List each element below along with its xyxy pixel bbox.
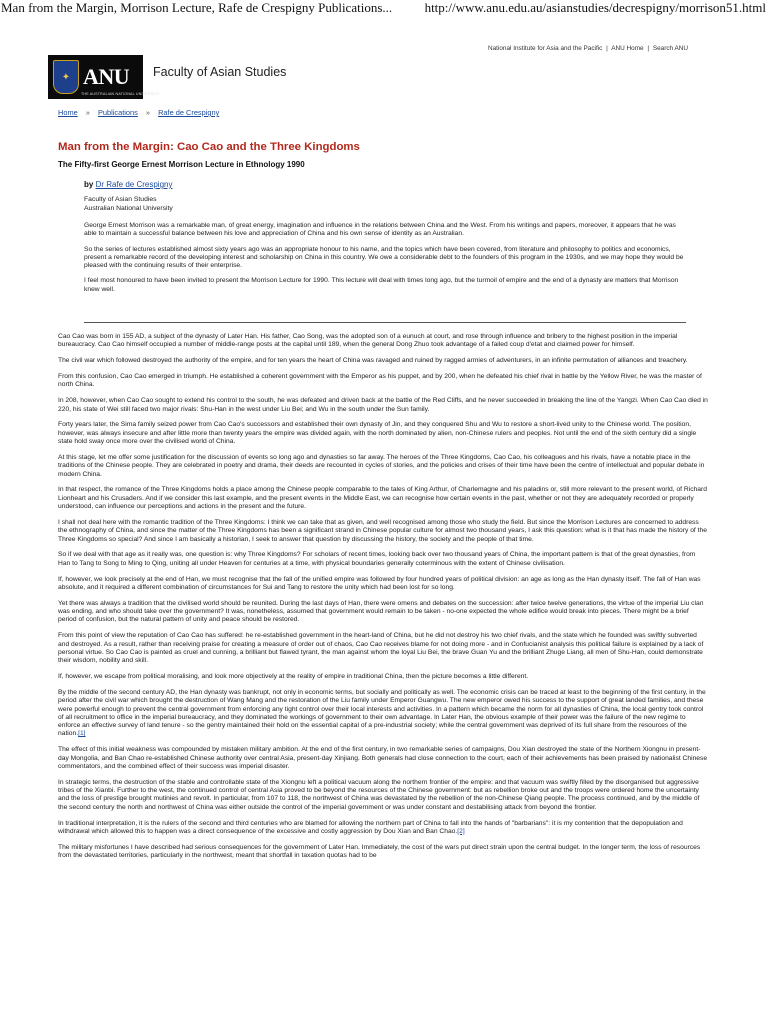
body-paragraph [58, 820, 708, 837]
top-link-search-anu[interactable]: Search ANU [652, 45, 688, 52]
body-paragraph: If, however, we look precisely at the end of Han, we must recognise that the fall of the unified empire was followed by four hundred years of political division: an age as long as the Han dynasty itself. The fall of Han was absolute, and it required a different combination of circumstances for Sui and Tang to restore the unity which had been lost for so long. [58, 575, 701, 591]
body-paragraph: Forty years later, the Sima family seized power from Cao Cao's successors and established their own dynasty of Jin, and they conquered Shu and Wu to restore a short-lived unity to the Chinese world. The position, however, was always insecure and after little more than twenty years the empire was divided again, with the north dominated by alien, non-Chinese rulers and peoples. Not until the end of the sixth century did a single state hold sway once more over the civilised world of China. [58, 421, 697, 446]
top-link-separator: | [647, 45, 650, 52]
body-paragraph-text: In traditional interpretation, it is the rulers of the second and third centuries who are blamed for allowing the northern part of China to fall into the hands of "barbarians": it is my contention that the depopulation and withdrawal which allowed this to happen was a direct consequence of the excessive and costly aggression by Dou Xian and Ban Chao. [58, 819, 683, 835]
body-paragraph: If, however, we escape from political moralising, and look more objectively at the reality of empire in traditional China, then the picture becomes a little different. [58, 673, 529, 681]
breadcrumb-home[interactable]: Home [58, 108, 78, 117]
body-paragraph: In that respect, the romance of the Three Kingdoms holds a place among the Chinese people comparable to the tales of King Arthur, of Charlemagne and his paladins or, still more relevant to the present world, of Richard Lionheart and his Crusaders. And if we consider this last example, and the present events in the Middle East, we can recognise how certain events in the past, whether or not they are adequately recorded or properly understood, can influence our perceptions and actions in the present and the future. [58, 486, 707, 511]
logo-wordmark: ANU [83, 64, 130, 89]
top-link-separator: | [606, 45, 608, 52]
breadcrumb-rafe-de-crespigny[interactable]: Rafe de Crespigny [158, 108, 220, 117]
print-header [0, 0, 768, 16]
page-title: Man from the Margin: Cao Cao and the Three Kingdoms [58, 141, 360, 153]
body-paragraph: I shall not deal here with the romantic tradition of the Three Kingdoms: I think we can take that as given, and well recognised among those who study the field. But since the Morrison Lectures are concerned to address the ethnography of China, and since the matter of the Three Kingdoms has been a significant strand in Chinese popular culture for almost two thousand years, I ask this question: what is it that has made the history of the Three Kingdoms so special? And since I am basically a historian, I seek to answer that question by discussing the history, the society and the people of that time. [58, 518, 707, 543]
top-links [488, 45, 688, 52]
affiliation-line: Australian National University [84, 205, 173, 212]
print-url: http://www.anu.edu.au/asianstudies/decrespigny/morrison51.html [424, 0, 766, 15]
anu-logo[interactable] [48, 55, 160, 99]
body-paragraph: So if we deal with that age as it really was, one question is: why Three Kingdoms? For scholars of recent times, looking back over two thousand years of China, the important pattern is that of the great dynasties, from Han to Tang to Song to Ming to Qing, uniting all under Heaven for centuries at a time, with physical boundaries generally coterminous with the extent of Chinese civilisation. [58, 551, 696, 567]
breadcrumb-publications[interactable]: Publications [97, 108, 138, 117]
page-subtitle: The Fifty-first George Ernest Morrison Lecture in Ethnology 1990 [58, 160, 305, 169]
intro-section [84, 222, 686, 301]
affiliation [84, 195, 173, 213]
body-paragraph: The military misfortunes I have described had serious consequences for the government of Later Han. Immediately, the cost of the wars put direct strain upon the central budget. In the longer term, the loss of resources from the devastated territories, particularly in the northwest, meant that shortfall in taxation quotas had to be [58, 843, 701, 860]
body-paragraph: At this stage, let me offer some justification for the discussion of events so long ago and dynasties so far away. The heroes of the Three Kingdoms, Cao Cao, his colleagues and his rivals, have a notable place in the traditions of the Chinese people. They are celebrated in poetry and drama, their deeds are recounted in cycles of stories, and the policies and crises of their time have been the centre of intellectual and popular debate in modern China. [58, 453, 705, 478]
body-paragraph: In 208, however, when Cao Cao sought to extend his control to the south, he was defeated and driven back at the battle of the Red Cliffs, and he never succeeded in breaking the line of the Yangzi. When Cao Cao died in 220, his state of Wei still faced two major rivals: Shu-Han in the west under Liu Bei; and Wu in the south under the Sun family. [58, 397, 708, 413]
intro-paragraph: George Ernest Morrison was a remarkable man, of great energy, imagination and influence in the relations between China and the West. From his writings and papers, moreover, it appears that he was able to maintain a successful balance between his love and appreciation of China and his own sense of identity as an Australian. [84, 222, 676, 238]
breadcrumb-separator: » [145, 108, 151, 117]
body-paragraph-text: By the middle of the second century AD, the Han dynasty was bankrupt, not only in economic terms, but socially and politically as well. The economic crisis can be traced at least to the beginning of the first century, in the period after the civil war which brought the destruction of Wang Mang and the restoration of the Liu family under Emperor Guangwu. The new emperor owed his success to the support of great landed families, and these were powerful enough to prevent the central government from enforcing any tight control over their local interests and activities. In a pattern which became the norm for all dynasties of China, the local gentry took control of all recruitment to office in the imperial bureaucracy, and they dominated the workings of government to their own advantage. In Later Han, the obvious example of their power was the failure of the new regime to enforce an effective survey of land tenure - so the gentry maintained their hold on the essential capital of a pre-industrial society; while the central government was deprived of its full share from the resources of the nation. [58, 688, 706, 738]
body-paragraph: Cao Cao was born in 155 AD, a subject of the dynasty of Later Han. His father, Cao Song, was the adopted son of a eunuch at court, and rose through influence and bribery to the highest position in the imperial bureaucracy. Cao Cao himself occupied a number of middle-range posts at the capital until 189, when the general Dong Zhuo took advantage of a failed coup d'etat and claimed power for himself. [58, 333, 678, 349]
intro-paragraph: So the series of lectures established almost sixty years ago was an appropriate honour to his name, and the topics which have been covered, from literature and philosophy to politics and economics, present a remarkable record of the developing interest and scholarship on China in this country. We owe a considerable debt to the founders of this program in the 1930s, and we may hope they would be pleased with the continuing results of their enterprise. [84, 245, 684, 270]
lecture-body [58, 333, 708, 868]
body-paragraph: From this confusion, Cao Cao emerged in triumph. He established a coherent government with the Emperor as his puppet, and by 200, when he defeated his chief rival in battle by the Yellow River, he was the master of north China. [58, 373, 702, 389]
logo-subline: THE AUSTRALIAN NATIONAL UNIVERSITY [81, 92, 160, 96]
footnote-link-1[interactable]: [1] [78, 730, 86, 738]
body-paragraph: Yet there was always a tradition that the civilised world should be reunited. During the last days of Han, there were omens and debates on the succession: after twice twelve generations, the virtue of the imperial Liu clan was ending, and who should take over the government? It was, nonetheless, assumed that government would remain to be taken - no-one expected the whole edifice would break into pieces. There might be a brief period of confusion, but the natural pattern of unity and peace should be restored. [58, 599, 704, 624]
body-paragraph [58, 689, 708, 739]
body-paragraph: In strategic terms, the destruction of the stable and controllable state of the Xiongnu left a political vacuum along the northern frontier of the empire: and that vacuum was swiftly filled by the disorganised but aggressive tribes of the Xianbi. Further to the west, the continued control of central Asia proved to be beyond the resources of the Chinese government: but as rebellion broke out and the troops were ordered home the uncertainty and the loss of prestige brought mutinies and revolt. In particular, from 107 to 118, the northwest of China was devastated by the rebellion of the non-Chinese Qiang people. The process continued, and by the middle of the second century the north and northwest of China was either outside the control of the imperial government or was under constant and destabilising attack from beyond the frontier. [58, 778, 700, 811]
top-link-niap[interactable]: National Institute for Asia and the Pacific [487, 45, 603, 52]
author-link[interactable]: Dr Rafe de Crespigny [95, 180, 173, 189]
byline [84, 180, 172, 189]
affiliation-line: Faculty of Asian Studies [84, 196, 157, 203]
byline-prefix: by [84, 180, 96, 189]
intro-paragraph: I feel most honoured to have been invited to present the Morrison Lecture for 1990. This lecture will deal with times long ago, but the turmoil of empire and the end of a dynasty are matters that Morrison knew well. [84, 277, 679, 293]
print-page-title: Man from the Margin, Morrison Lecture, Rafe de Crespigny Publications... [1, 0, 393, 15]
footnote-link-2[interactable]: [2] [457, 827, 465, 835]
body-paragraph: From this point of view the reputation of Cao Cao has suffered: he re-established government in the heart-land of China, but he did not destroy his two chief rivals, and the state which he founded was swiftly subverted and destroyed. As a result, rather than receiving praise for creating a measure of order out of chaos, Cao Cao receives blame for not doing more - and in Confucianist analysis this political failure is explained by a lack of personal virtue. So Cao Cao is painted as cruel and cunning, a brilliant but flawed tyrant, the man against whom the loyal Liu Bei, the brave Guan Yu and the brilliant Zhuge Liang, all men of Shu-Han, could demonstrate their wisdom, nobility and skill. [58, 632, 704, 665]
section-divider [84, 322, 686, 323]
body-paragraph: The civil war which followed destroyed the authority of the empire, and for ten years the heart of China was ravaged and ruined by ragged armies of adventurers, in an infinite permutation of alliances and treachery. [58, 357, 688, 365]
breadcrumb [58, 108, 219, 117]
crest-icon: ✦ [53, 60, 79, 94]
breadcrumb-separator: » [85, 108, 90, 117]
faculty-name: Faculty of Asian Studies [153, 65, 287, 79]
top-link-anu-home[interactable]: ANU Home [611, 45, 644, 52]
body-paragraph: The effect of this initial weakness was compounded by mistaken military ambition. At the end of the first century, in two remarkable series of campaigns, Dou Xian destroyed the state of the Northern Xiongnu in present-day Mongolia, and Ban Chao re-established Chinese authority over central Asia, present-day Xinjiang. Both generals had close connection to the court, each of their achievements has been praised by nationalist Chinese commentators, and the combined effect of their success was imperial disaster. [58, 746, 708, 770]
